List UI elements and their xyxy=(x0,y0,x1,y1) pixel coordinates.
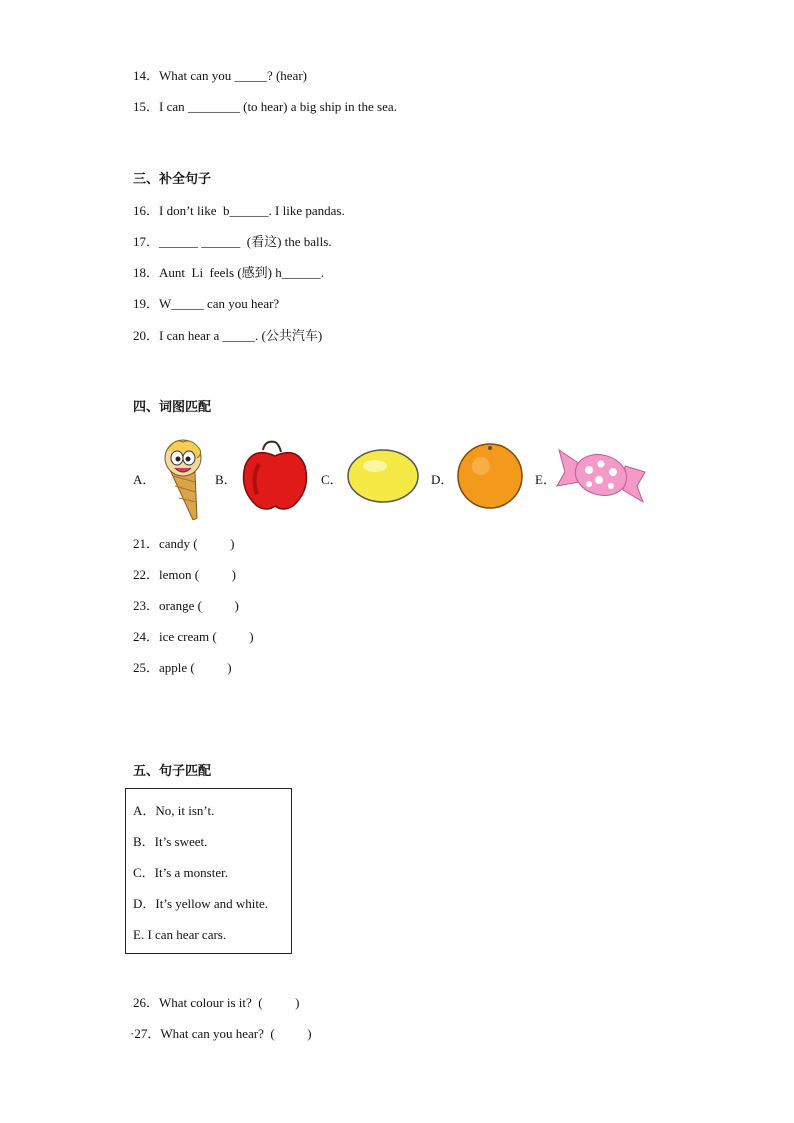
picture-row xyxy=(133,436,653,520)
question-27: ·27．What can you hear? ( ) xyxy=(130,1026,312,1041)
picture-label-d: D． xyxy=(431,472,454,487)
question-20: 20．I can hear a _____. (公共汽车) xyxy=(133,328,323,343)
option-e: E. I can hear cars. xyxy=(133,927,227,942)
picture-label-c: C． xyxy=(321,472,343,487)
picture-label-a: A． xyxy=(133,472,156,487)
candy-icon xyxy=(555,442,647,506)
question-19: 19．W_____ can you hear? xyxy=(133,296,280,311)
question-17: 17．______ ______ (看这) the balls. xyxy=(133,234,332,249)
question-23: 23．orange ( ) xyxy=(133,598,239,613)
question-26: 26．What colour is it? ( ) xyxy=(133,995,300,1010)
option-c: C．It’s a monster. xyxy=(133,865,228,880)
ice-cream-icon xyxy=(155,436,211,520)
question-25: 25．apple ( ) xyxy=(133,660,232,675)
options-box xyxy=(125,788,292,954)
question-14: 14．What can you _____? (hear) xyxy=(133,68,307,83)
option-b: B．It’s sweet. xyxy=(133,834,208,849)
section-5-heading: 五、句子匹配 xyxy=(133,764,212,779)
orange-icon xyxy=(455,440,525,510)
question-16: 16．I don’t like b______. I like pandas. xyxy=(133,203,345,218)
option-a: A．No, it isn’t. xyxy=(133,803,215,818)
picture-label-b: B． xyxy=(215,472,237,487)
question-24: 24．ice cream ( ) xyxy=(133,629,254,644)
option-d: D．It’s yellow and white. xyxy=(133,896,269,911)
section-3-heading: 三、补全句子 xyxy=(133,172,212,187)
lemon-icon xyxy=(345,446,421,506)
question-18: 18．Aunt Li feels (感到) h______. xyxy=(133,265,325,280)
apple-icon xyxy=(239,438,311,512)
question-22: 22．lemon ( ) xyxy=(133,567,236,582)
picture-label-e: E． xyxy=(535,472,556,487)
question-15: 15．I can ________ (to hear) a big ship in the sea. xyxy=(133,99,397,114)
section-4-heading: 四、词图匹配 xyxy=(133,400,212,415)
question-21: 21．candy ( ) xyxy=(133,536,235,551)
